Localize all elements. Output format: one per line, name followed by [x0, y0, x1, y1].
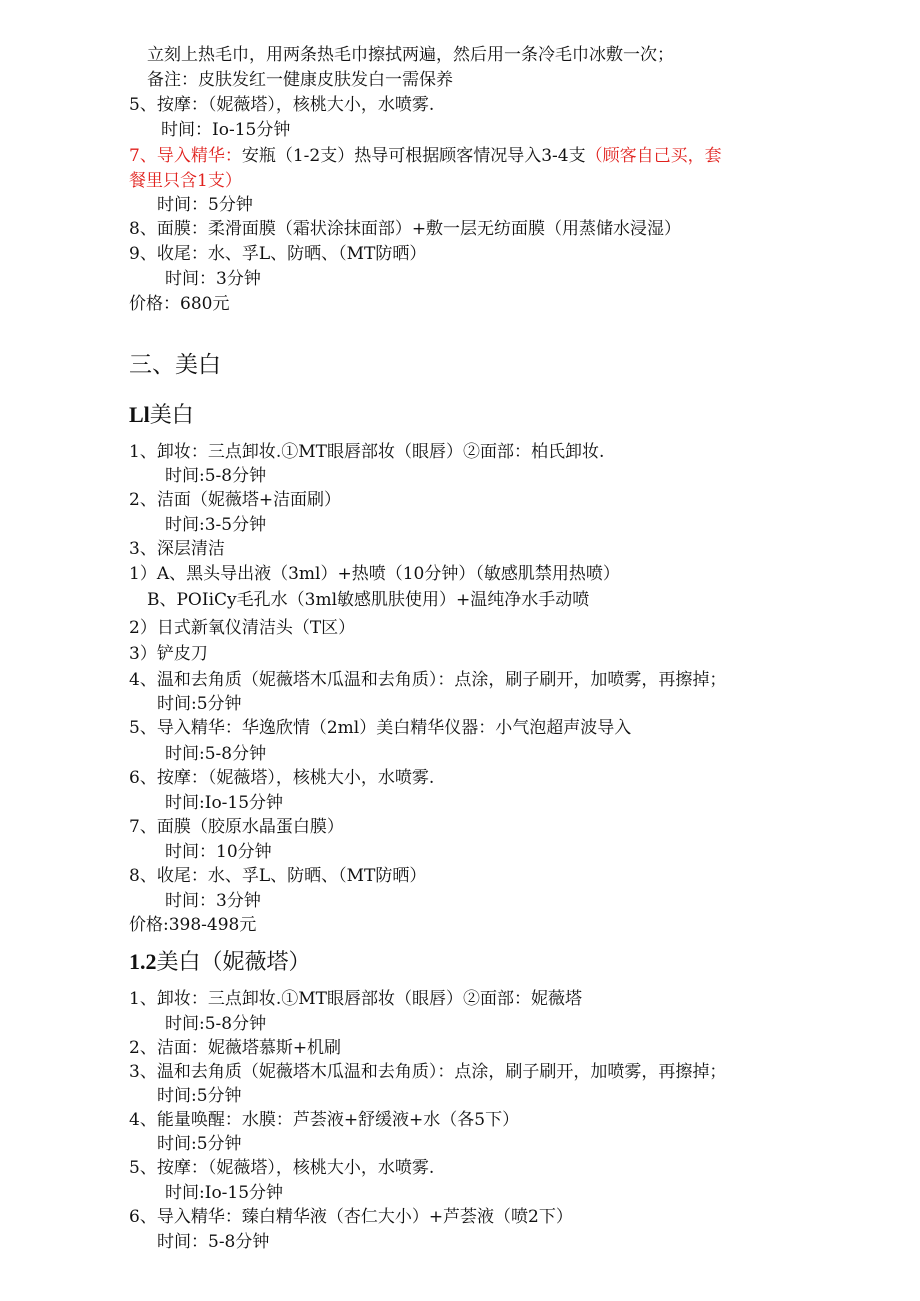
step-line: 6、导入精华：臻白精华液（杏仁大小）+芦荟液（喷2下）: [129, 1207, 573, 1227]
customer-note-red: （顾客自己买，套: [585, 146, 722, 166]
step-line: 9、收尾：水、孚L、防晒、（MT防晒）: [129, 244, 427, 264]
substep-line: 3）铲皮刀: [129, 644, 208, 664]
section-heading: 三、美白: [129, 352, 221, 378]
subsection-number: Ll: [129, 402, 150, 427]
time-line: 时间：5分钟: [157, 195, 253, 215]
step-line: 1、卸妆：三点卸妆.①MT眼唇部妆（眼唇）②面部：柏氏卸妆.: [129, 442, 605, 462]
time-line: 时间:5-8分钟: [165, 466, 267, 486]
step-line: 6、按摩：（妮薇塔），核桃大小，水喷雾.: [129, 768, 435, 788]
step-line-highlighted: [129, 145, 722, 167]
time-line: 时间：10分钟: [165, 842, 272, 862]
time-line: 时间:Io-15分钟: [165, 793, 284, 813]
step-line: 2、洁面（妮薇塔+洁面刷）: [129, 490, 342, 510]
substep-line: 1）A、黑头导出液（3ml）+热喷（10分钟）（敏感肌禁用热喷）: [129, 564, 620, 584]
step-line: 3、深层清洁: [129, 539, 225, 559]
step-line: 4、温和去角质（妮薇塔木瓜温和去角质）：点涂，刷子刷开，加喷雾，再擦掉；: [129, 670, 727, 690]
time-line: 时间：5-8分钟: [157, 1232, 270, 1252]
time-line: 时间:5-8分钟: [165, 744, 267, 764]
time-line: 时间:5分钟: [157, 694, 242, 714]
step-line: 5、按摩：（妮薇塔），核桃大小，水喷雾.: [129, 1158, 435, 1178]
subsection-title: 美白: [149, 403, 194, 428]
step-line: 4、能量唤醒：水膜：芦荟液+舒缓液+水（各5下）: [129, 1110, 520, 1130]
step-line: 7、面膜（胶原水晶蛋白膜）: [129, 817, 344, 837]
subsection-heading-1: [129, 401, 194, 430]
step-line: 5、按摩：（妮薇塔），核桃大小，水喷雾.: [129, 95, 435, 115]
price-line: 价格：680元: [129, 294, 230, 314]
price-line: 价格:398-498元: [129, 915, 257, 935]
time-line: 时间:5分钟: [157, 1134, 242, 1154]
step-line: 3、温和去角质（妮薇塔木瓜温和去角质）：点涂，刷子刷开，加喷雾，再擦掉；: [129, 1062, 727, 1082]
time-line: 时间：Io-15分钟: [161, 120, 291, 140]
note-line: 备注：皮肤发红一健康皮肤发白一需保养: [147, 70, 453, 90]
subsection-number: 1.2: [129, 949, 157, 974]
subsection-heading-2: [129, 948, 311, 977]
substep-line: B、POIiCy毛孔水（3ml敏感肌肤使用）+温纯净水手动喷: [147, 590, 590, 610]
substep-line: 2）日式新氧仪清洁头（T区）: [129, 618, 356, 638]
step-line: 8、面膜：柔滑面膜（霜状涂抹面部）+敷一层无纺面膜（用蒸储水浸湿）: [129, 219, 682, 239]
step-line: 8、收尾：水、孚L、防晒、（MT防晒）: [129, 866, 427, 886]
time-line: 时间:Io-15分钟: [165, 1183, 284, 1203]
step-number-red: 7、导入精华：: [129, 146, 242, 166]
time-line: 时间:5分钟: [157, 1086, 242, 1106]
step-line: 1、卸妆：三点卸妆.①MT眼唇部妆（眼唇）②面部：妮薇塔: [129, 989, 582, 1009]
customer-note-red-cont: 餐里只含1支）: [129, 171, 242, 191]
time-line: 时间:3-5分钟: [165, 515, 267, 535]
time-line: 时间:5-8分钟: [165, 1014, 267, 1034]
step-detail: 安瓶（1-2支）热导可根据顾客情况导入3-4支: [241, 146, 586, 166]
text-line: 立刻上热毛巾，用两条热毛巾擦拭两遍，然后用一条冷毛巾冰敷一次；: [147, 45, 674, 65]
subsection-title: 美白（妮薇塔）: [156, 950, 311, 975]
time-line: 时间：3分钟: [165, 891, 261, 911]
time-line: 时间：3分钟: [165, 269, 261, 289]
step-line: 2、洁面：妮薇塔慕斯+机刷: [129, 1038, 342, 1058]
step-line: 5、导入精华：华逸欣情（2ml）美白精华仪器：小气泡超声波导入: [129, 718, 632, 738]
